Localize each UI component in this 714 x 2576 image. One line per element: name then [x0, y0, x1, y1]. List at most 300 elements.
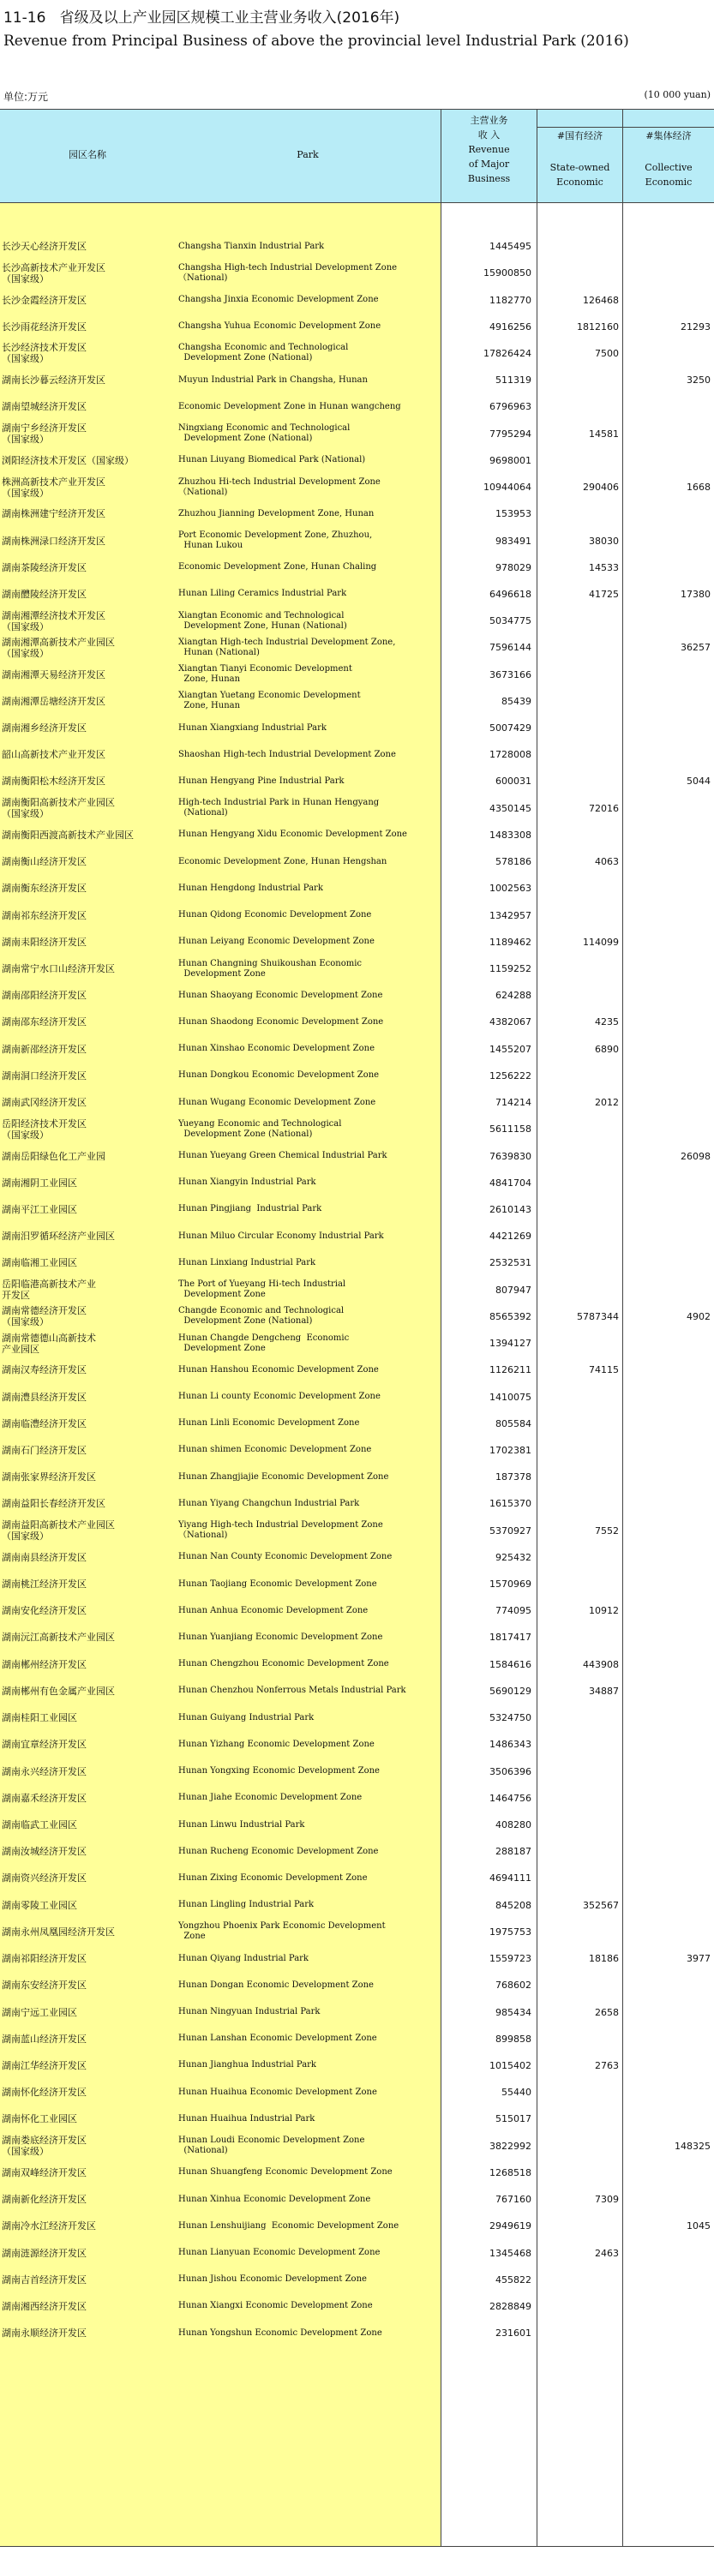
- state-owned-value: [540, 1383, 619, 1410]
- park-name-cn: 长沙经济技术开发区 （国家级）: [2, 342, 87, 365]
- park-name-cn: 湖南岳阳绿色化工产业园: [2, 1150, 105, 1162]
- collective-value: [626, 1812, 711, 1838]
- table-row: [0, 2320, 714, 2346]
- table-row: [0, 421, 714, 447]
- collective-value: [626, 447, 711, 474]
- park-name-en: Hunan Qidong Economic Development Zone: [178, 910, 372, 920]
- park-name-en: Xiangtan High-tech Industrial Development Zone, Hunan (National): [178, 637, 396, 657]
- table-row: [0, 1464, 714, 1490]
- state-owned-value: [540, 875, 619, 902]
- collective-value: [626, 1998, 711, 2025]
- collective-value: 5044: [687, 776, 711, 788]
- revenue-value: 4916256: [489, 321, 531, 332]
- state-owned-value: [540, 768, 619, 794]
- park-name-cn: 湖南株洲渌口经济开发区: [2, 535, 105, 547]
- revenue-value: 7596144: [489, 642, 531, 654]
- park-name-en: Hunan Chengzhou Economic Development Zone: [178, 1659, 389, 1669]
- state-owned-value: [540, 1812, 619, 1838]
- collective-value: [626, 2239, 711, 2266]
- collective-value: [626, 875, 711, 902]
- collective-value: [626, 500, 711, 527]
- park-name-cn: 湖南衡山经济开发区: [2, 856, 87, 868]
- table-row: [0, 581, 714, 608]
- collective-value: [626, 554, 711, 581]
- header-collective-en-2: Economic: [645, 177, 693, 188]
- park-name-cn: 长沙天心经济开发区: [2, 241, 87, 253]
- park-name-cn: 湖南东安经济开发区: [2, 1980, 87, 1992]
- revenue-value: 55440: [501, 2087, 531, 2099]
- revenue-value: 231601: [495, 2327, 531, 2339]
- revenue-value: 714214: [495, 1097, 531, 1109]
- state-owned-value: 4235: [595, 1016, 619, 1028]
- table-row: [0, 260, 714, 286]
- table-row: [0, 768, 714, 794]
- state-owned-value: [540, 1624, 619, 1650]
- state-owned-value: [540, 1330, 619, 1357]
- park-name-en: Hunan shimen Economic Development Zone: [178, 1445, 372, 1455]
- collective-value: [626, 1571, 711, 1597]
- park-name-cn: 湖南双峰经济开发区: [2, 2166, 87, 2178]
- park-name-cn: 湖南长沙暮云经济开发区: [2, 374, 105, 386]
- collective-value: [626, 848, 711, 875]
- state-owned-value: [540, 367, 619, 393]
- park-name-cn: 湖南株洲建宁经济开发区: [2, 508, 105, 520]
- table-row: [0, 1892, 714, 1919]
- revenue-value: 978029: [495, 561, 531, 573]
- revenue-value: 1189462: [489, 936, 531, 948]
- table-row: [0, 1972, 714, 1998]
- park-name-cn: 湖南张家界经济开发区: [2, 1471, 96, 1483]
- park-name-cn: 岳阳临港高新技术产业 开发区: [2, 1279, 96, 1302]
- park-name-cn: 湖南吉首经济开发区: [2, 2273, 87, 2285]
- park-name-cn: 湖南郴州有色金属产业园区: [2, 1685, 115, 1697]
- header-revenue-en-1: Revenue: [468, 144, 510, 155]
- table-row: [0, 1036, 714, 1063]
- park-name-cn: 湖南涟源经济开发区: [2, 2247, 87, 2259]
- park-name-cn: 湖南湘潭岳塘经济开发区: [2, 695, 105, 707]
- table-row: [0, 1544, 714, 1571]
- state-owned-value: [540, 260, 619, 286]
- park-name-cn: 湖南郴州经济开发区: [2, 1658, 87, 1670]
- park-name-cn: 湖南怀化经济开发区: [2, 2087, 87, 2099]
- table-row: [0, 848, 714, 875]
- revenue-value: 5690129: [489, 1685, 531, 1697]
- table-number: 11-16: [3, 9, 46, 27]
- table-row: [0, 1945, 714, 1972]
- collective-value: [626, 2267, 711, 2293]
- state-owned-value: [540, 1785, 619, 1812]
- state-owned-value: 18186: [589, 1953, 619, 1965]
- park-name-cn: 湖南汝城经济开发区: [2, 1846, 87, 1858]
- revenue-value: 1483308: [489, 829, 531, 841]
- table-row: [0, 1303, 714, 1330]
- state-owned-value: [540, 1223, 619, 1249]
- unit-label-cn: 单位:万元: [3, 91, 49, 103]
- park-name-cn: 湖南南县经济开发区: [2, 1551, 87, 1563]
- park-name-en: Hunan Liling Ceramics Industrial Park: [178, 589, 347, 599]
- table-row: [0, 367, 714, 393]
- state-owned-value: 41725: [589, 588, 619, 600]
- collective-value: [626, 1892, 711, 1919]
- table-row: [0, 340, 714, 367]
- collective-value: [626, 2026, 711, 2052]
- park-name-en: Hunan Pingjiang Industrial Park: [178, 1204, 322, 1214]
- table-row: [0, 1383, 714, 1410]
- state-owned-value: [540, 1704, 619, 1731]
- park-name-en: Hunan Dongan Economic Development Zone: [178, 1980, 374, 1990]
- state-owned-value: [540, 1196, 619, 1223]
- park-name-cn: 湖南临澧经济开发区: [2, 1417, 87, 1429]
- revenue-value: 1728008: [489, 749, 531, 761]
- table-row: [0, 956, 714, 982]
- state-owned-value: [540, 2133, 619, 2160]
- header-state-en: [537, 160, 622, 189]
- state-owned-value: [540, 2026, 619, 2052]
- state-owned-value: [540, 634, 619, 661]
- park-name-en: Economic Development Zone, Hunan Chaling: [178, 562, 377, 572]
- revenue-value: 4841704: [489, 1177, 531, 1189]
- revenue-value: 6496618: [489, 588, 531, 600]
- collective-value: 148325: [675, 2140, 711, 2152]
- header-revenue-cn-1: 主营业务: [470, 115, 508, 126]
- park-name-en: Hunan Jianghua Industrial Park: [178, 2060, 316, 2070]
- revenue-value: 985434: [495, 2006, 531, 2018]
- park-name-cn: 湖南益阳长春经济开发区: [2, 1498, 105, 1510]
- park-name-en: Hunan Changning Shuikoushan Economic Development Zone: [178, 958, 363, 979]
- park-name-en: Hunan Jiahe Economic Development Zone: [178, 1793, 363, 1803]
- revenue-value: 5370927: [489, 1525, 531, 1537]
- table-row: [0, 1063, 714, 1089]
- table-row: [0, 795, 714, 822]
- park-name-cn: 湖南宁乡经济开发区 （国家级）: [2, 422, 87, 446]
- park-name-en: Changde Economic and Technological Development Zone (National): [178, 1306, 345, 1327]
- revenue-value: 845208: [495, 1899, 531, 1911]
- table-row: [0, 1704, 714, 1731]
- table-row: [0, 1651, 714, 1678]
- table-row: [0, 1998, 714, 2025]
- table-row: [0, 393, 714, 420]
- revenue-value: 2949619: [489, 2220, 531, 2232]
- revenue-value: 774095: [495, 1605, 531, 1617]
- park-name-cn: 湖南怀化工业园区: [2, 2113, 77, 2125]
- revenue-value: 3822992: [489, 2140, 531, 2152]
- collective-value: [626, 1170, 711, 1196]
- collective-value: [626, 1196, 711, 1223]
- park-name-cn: 湖南常德经济开发区 （国家级）: [2, 1305, 87, 1328]
- park-name-en: Hunan Liuyang Biomedical Park (National): [178, 455, 366, 465]
- park-name-cn: 湖南桂阳工业园区: [2, 1712, 77, 1724]
- table-row: [0, 1411, 714, 1437]
- park-name-en: Changsha High-tech Industrial Development Zone （National): [178, 262, 398, 283]
- park-name-cn: 长沙高新技术产业开发区 （国家级）: [2, 261, 105, 285]
- revenue-value: 8565392: [489, 1310, 531, 1322]
- park-name-cn: 湖南沅江高新技术产业园区: [2, 1632, 115, 1644]
- table-row: [0, 2213, 714, 2239]
- collective-value: [626, 2106, 711, 2132]
- collective-value: 26098: [681, 1150, 711, 1162]
- park-name-cn: 湖南宁远工业园区: [2, 2006, 77, 2018]
- collective-value: [626, 2186, 711, 2213]
- state-owned-value: 38030: [589, 535, 619, 547]
- revenue-value: 1268518: [489, 2166, 531, 2178]
- table-row: [0, 1518, 714, 1544]
- revenue-value: 1345468: [489, 2247, 531, 2259]
- collective-value: [626, 340, 711, 367]
- revenue-value: 6796963: [489, 401, 531, 413]
- revenue-value: 408280: [495, 1819, 531, 1831]
- revenue-value: 153953: [495, 508, 531, 520]
- collective-value: [626, 822, 711, 848]
- park-name-en: Hunan Qiyang Industrial Park: [178, 1953, 309, 1963]
- collective-value: [626, 1036, 711, 1063]
- park-name-en: Hunan Chenzhou Nonferrous Metals Industrial Park: [178, 1686, 406, 1696]
- collective-value: 21293: [681, 321, 711, 332]
- park-name-cn: 湖南武冈经济开发区: [2, 1097, 87, 1109]
- park-name-en: Economic Development Zone in Hunan wangcheng: [178, 401, 401, 411]
- table-row: [0, 1624, 714, 1650]
- table-row: [0, 1678, 714, 1704]
- collective-value: [626, 1972, 711, 1998]
- revenue-value: 515017: [495, 2113, 531, 2125]
- park-name-en: Hunan Zhangjiajie Economic Development Zone: [178, 1471, 389, 1482]
- state-owned-value: 14581: [589, 428, 619, 440]
- park-name-en: Zhuzhou Hi-tech Industrial Development Zone （National): [178, 476, 381, 497]
- collective-value: [626, 421, 711, 447]
- revenue-value: 1464756: [489, 1792, 531, 1804]
- header-collective-en-1: Collective: [645, 162, 693, 173]
- state-owned-value: [540, 1919, 619, 1945]
- park-name-en: Hunan Hengyang Xidu Economic Development Zone: [178, 830, 407, 840]
- state-owned-value: 74115: [589, 1364, 619, 1376]
- park-name-en: Economic Development Zone, Hunan Hengshan: [178, 856, 387, 866]
- park-name-en: Hunan Lanshan Economic Development Zone: [178, 2034, 377, 2044]
- revenue-value: 1615370: [489, 1498, 531, 1510]
- header-park-en: Park: [297, 149, 319, 160]
- state-owned-value: 2463: [595, 2247, 619, 2259]
- park-name-cn: 湖南新邵经济开发区: [2, 1043, 87, 1055]
- collective-value: 3250: [687, 374, 711, 386]
- collective-value: [626, 1330, 711, 1357]
- table-row: [0, 554, 714, 581]
- revenue-value: 1445495: [489, 241, 531, 253]
- park-name-en: Hunan Taojiang Economic Development Zone: [178, 1579, 377, 1589]
- park-name-cn: 湖南望城经济开发区: [2, 401, 87, 413]
- park-name-en: Muyun Industrial Park in Changsha, Hunan: [178, 374, 368, 385]
- header-collective-cn: #集体经济: [645, 130, 692, 141]
- park-name-en: Changsha Tianxin Industrial Park: [178, 241, 325, 251]
- collective-value: [626, 260, 711, 286]
- state-owned-value: [540, 1249, 619, 1276]
- collective-value: [626, 1464, 711, 1490]
- park-name-cn: 湖南资兴经济开发区: [2, 1872, 87, 1884]
- park-name-en: Hunan Ningyuan Industrial Park: [178, 2007, 321, 2017]
- header-state-en-1: State-owned: [549, 162, 610, 173]
- revenue-value: 4421269: [489, 1231, 531, 1243]
- collective-value: [626, 1277, 711, 1303]
- park-name-en: Hunan Wugang Economic Development Zone: [178, 1097, 376, 1107]
- state-owned-value: [540, 1170, 619, 1196]
- collective-value: [626, 1678, 711, 1704]
- revenue-value: 1410075: [489, 1391, 531, 1403]
- table-row: [0, 1785, 714, 1812]
- collective-value: [626, 1758, 711, 1784]
- collective-value: [626, 1357, 711, 1383]
- table-row: [0, 233, 714, 260]
- park-name-cn: 湖南新化经济开发区: [2, 2194, 87, 2206]
- table-row: [0, 688, 714, 715]
- table-row: [0, 902, 714, 928]
- park-name-en: Hunan Yiyang Changchun Industrial Park: [178, 1498, 360, 1508]
- revenue-value: 1702381: [489, 1444, 531, 1456]
- revenue-value: 1394127: [489, 1338, 531, 1350]
- collective-value: [626, 1518, 711, 1544]
- state-owned-value: [540, 1490, 619, 1517]
- collective-value: [626, 1544, 711, 1571]
- state-owned-value: [540, 1142, 619, 1169]
- collective-value: [626, 608, 711, 634]
- revenue-value: 17826424: [483, 347, 531, 359]
- park-name-cn: 湖南娄底经济开发区 （国家级）: [2, 2135, 87, 2158]
- revenue-value: 5611158: [489, 1123, 531, 1135]
- state-owned-value: [540, 608, 619, 634]
- title-cn-text: 省级及以上产业园区规模工业主营业务收入(2016年): [59, 9, 400, 27]
- table-row: [0, 1865, 714, 1891]
- collective-value: [626, 795, 711, 822]
- state-owned-value: [540, 2106, 619, 2132]
- park-name-en: Xiangtan Tianyi Economic Development Zone, Hunan: [178, 664, 352, 685]
- collective-value: [626, 393, 711, 420]
- state-owned-value: [540, 2320, 619, 2346]
- park-name-en: Hunan Yuanjiang Economic Development Zone: [178, 1632, 383, 1642]
- park-name-en: Hunan Xiangyin Industrial Park: [178, 1177, 316, 1188]
- table-row: [0, 2293, 714, 2320]
- collective-value: [626, 1223, 711, 1249]
- revenue-value: 768602: [495, 1980, 531, 1992]
- state-owned-value: [540, 1758, 619, 1784]
- park-name-cn: 湖南衡阳西渡高新技术产业园区: [2, 829, 134, 841]
- park-name-cn: 湖南耒阳经济开发区: [2, 936, 87, 948]
- state-owned-value: [540, 447, 619, 474]
- revenue-value: 1486343: [489, 1739, 531, 1751]
- state-owned-value: [540, 2293, 619, 2320]
- state-owned-value: [540, 822, 619, 848]
- revenue-value: 187378: [495, 1471, 531, 1483]
- collective-value: [626, 1437, 711, 1464]
- table-top-rule: [0, 109, 714, 110]
- park-name-en: Hunan Shaodong Economic Development Zone: [178, 1016, 384, 1027]
- park-name-en: Hunan Zixing Economic Development Zone: [178, 1872, 368, 1883]
- table-row: [0, 1249, 714, 1276]
- collective-value: [626, 1919, 711, 1945]
- state-owned-value: 2658: [595, 2006, 619, 2018]
- table-row: [0, 527, 714, 554]
- revenue-value: 2532531: [489, 1257, 531, 1269]
- collective-value: [626, 956, 711, 982]
- park-name-en: Hunan Xinhua Economic Development Zone: [178, 2194, 371, 2204]
- state-owned-value: 1812160: [577, 321, 619, 332]
- collective-value: [626, 1383, 711, 1410]
- park-name-cn: 湖南桃江经济开发区: [2, 1579, 87, 1591]
- park-name-en: Hunan Xiangxiang Industrial Park: [178, 722, 327, 733]
- state-owned-value: [540, 1063, 619, 1089]
- revenue-value: 2828849: [489, 2300, 531, 2312]
- collective-value: [626, 1116, 711, 1142]
- state-owned-value: [540, 1865, 619, 1891]
- table-row: [0, 500, 714, 527]
- collective-value: 17380: [681, 588, 711, 600]
- park-name-en: Yueyang Economic and Technological Development Zone (National): [178, 1118, 342, 1139]
- table-row: [0, 1571, 714, 1597]
- park-name-en: Hunan Shaoyang Economic Development Zone: [178, 990, 383, 1000]
- table-row: [0, 1330, 714, 1357]
- table-row: [0, 447, 714, 474]
- state-owned-value: [540, 902, 619, 928]
- state-owned-value: [540, 715, 619, 741]
- table-row: [0, 1758, 714, 1784]
- state-owned-value: [540, 1731, 619, 1758]
- collective-value: [626, 1624, 711, 1650]
- state-owned-value: 6890: [595, 1043, 619, 1055]
- revenue-value: 1126211: [489, 1364, 531, 1376]
- park-name-cn: 岳阳经济技术开发区 （国家级）: [2, 1117, 87, 1141]
- park-name-en: Hunan Nan County Economic Development Zone: [178, 1552, 393, 1562]
- revenue-value: 1256222: [489, 1069, 531, 1081]
- collective-value: [626, 982, 711, 1009]
- table-row: [0, 2106, 714, 2132]
- park-name-en: Hunan Yongshun Economic Development Zone: [178, 2327, 382, 2338]
- collective-value: [626, 1785, 711, 1812]
- park-name-en: Hunan Leiyang Economic Development Zone: [178, 937, 375, 947]
- table-row: [0, 982, 714, 1009]
- park-name-cn: 湖南祁东经济开发区: [2, 909, 87, 921]
- park-name-en: Hunan Anhua Economic Development Zone: [178, 1605, 369, 1615]
- state-owned-value: [540, 2079, 619, 2106]
- table-row: [0, 1490, 714, 1517]
- state-owned-value: 34887: [589, 1685, 619, 1697]
- state-owned-value: 114099: [583, 936, 619, 948]
- revenue-value: 455822: [495, 2273, 531, 2285]
- park-name-en: Changsha Economic and Technological Development Zone (National): [178, 343, 349, 363]
- park-name-cn: 湖南嘉禾经济开发区: [2, 1792, 87, 1804]
- revenue-value: 4694111: [489, 1872, 531, 1884]
- revenue-value: 767160: [495, 2194, 531, 2206]
- state-owned-value: [540, 1437, 619, 1464]
- revenue-value: 1002563: [489, 883, 531, 895]
- collective-value: [626, 1249, 711, 1276]
- park-name-en: Xiangtan Economic and Technological Development Zone, Hunan (National): [178, 610, 347, 631]
- park-name-en: Hunan Lenshuijiang Economic Development Zone: [178, 2220, 399, 2231]
- state-owned-value: 5787344: [577, 1310, 619, 1322]
- park-name-en: Hunan Yueyang Green Chemical Industrial Park: [178, 1151, 387, 1161]
- park-name-en: Shaoshan High-tech Industrial Development Zone: [178, 749, 396, 759]
- header-revenue-cn-2: 收 入: [477, 129, 501, 141]
- collective-value: [626, 2293, 711, 2320]
- revenue-value: 1015402: [489, 2059, 531, 2071]
- state-owned-value: 7500: [595, 347, 619, 359]
- revenue-value: 5324750: [489, 1712, 531, 1724]
- revenue-value: 3673166: [489, 668, 531, 680]
- park-name-cn: 湖南茶陵经济开发区: [2, 561, 87, 573]
- state-owned-value: [540, 1972, 619, 1998]
- table-row: [0, 1142, 714, 1169]
- state-owned-value: [540, 1571, 619, 1597]
- revenue-value: 7795294: [489, 428, 531, 440]
- revenue-value: 4350145: [489, 802, 531, 814]
- park-name-cn: 湖南江华经济开发区: [2, 2059, 87, 2071]
- park-name-cn: 浏阳经济技术开发区（国家级）: [2, 454, 134, 466]
- park-name-cn: 湖南祁阳经济开发区: [2, 1953, 87, 1965]
- park-name-cn: 湖南邵东经济开发区: [2, 1016, 87, 1028]
